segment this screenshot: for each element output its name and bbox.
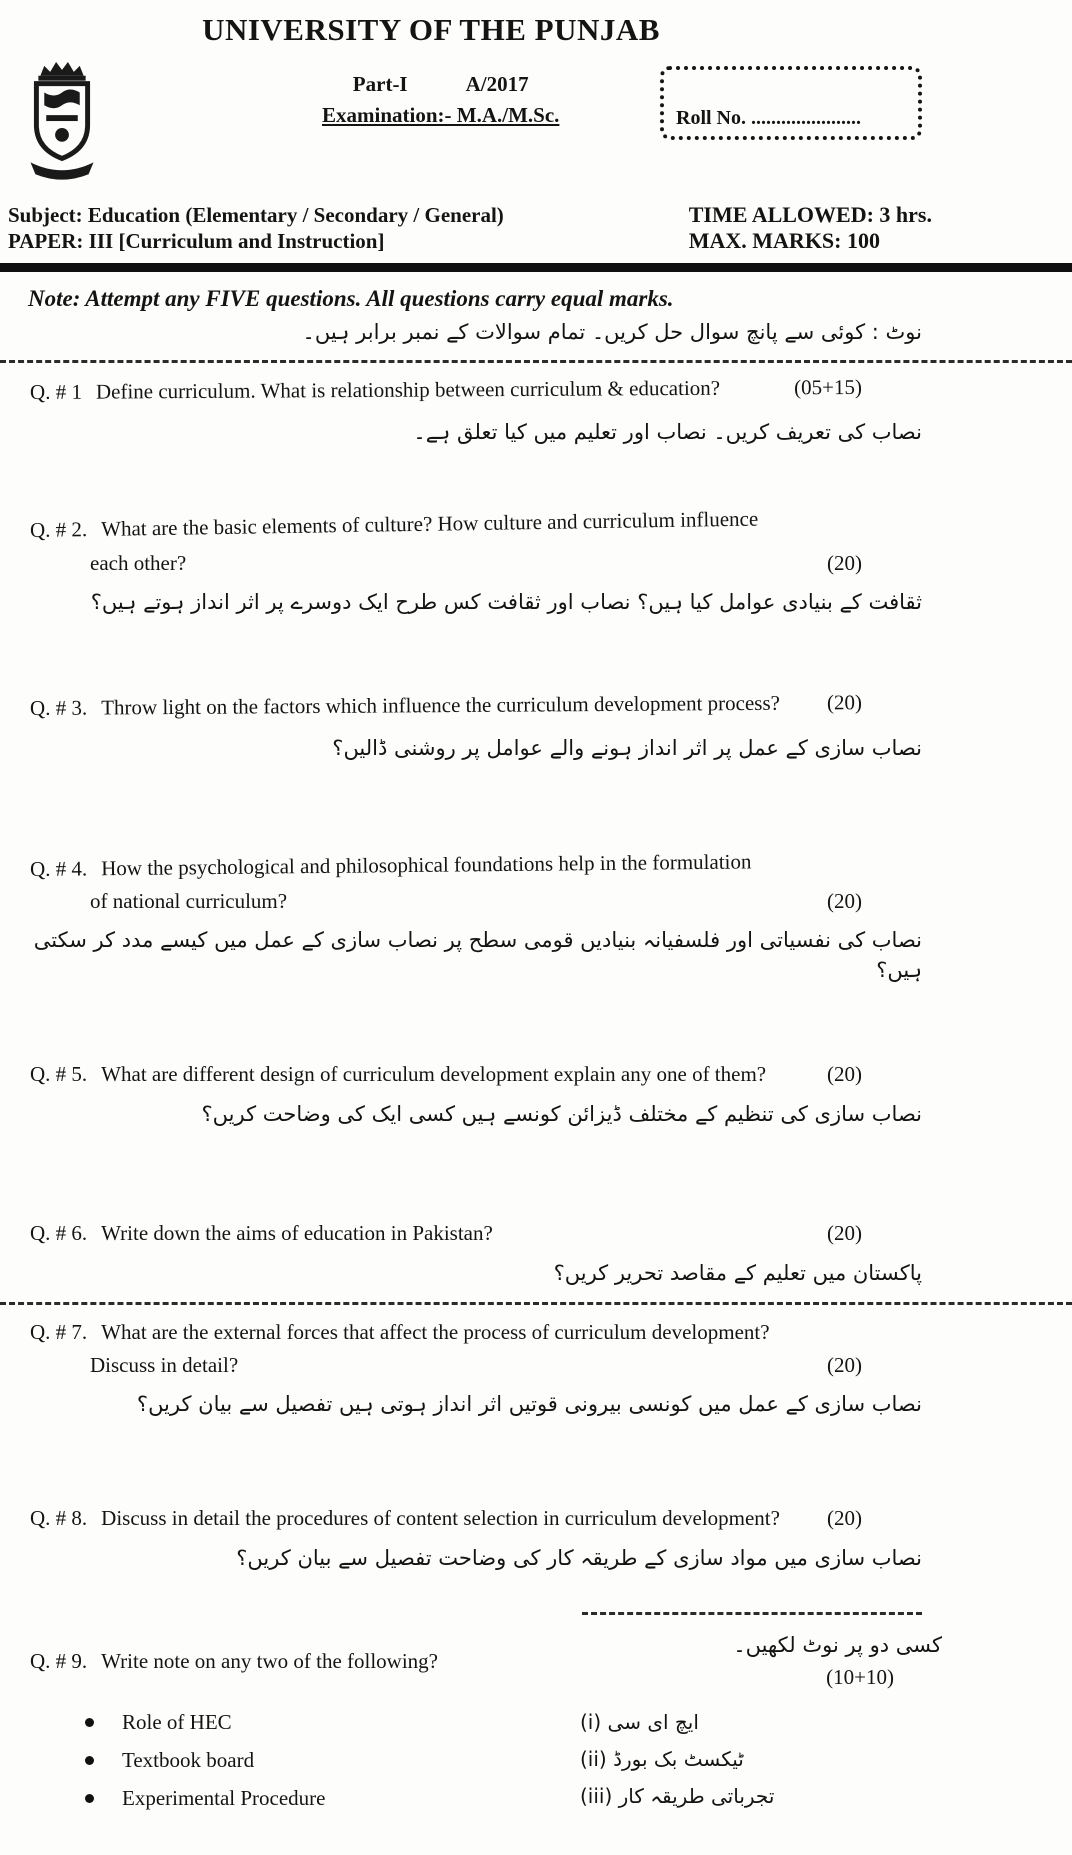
question-7 xyxy=(0,1319,1072,1419)
question-urdu: کسی دو پر نوٹ لکھیں۔ xyxy=(733,1632,942,1657)
list-item-label: Textbook board xyxy=(122,1747,255,1772)
list-item-label: Experimental Procedure xyxy=(122,1785,326,1810)
question-text: What are the basic elements of culture? How culture and curriculum influence xyxy=(100,507,759,542)
bullet-list xyxy=(30,1710,460,1824)
note-english: Note: Attempt any FIVE questions. All questions carry equal marks. xyxy=(28,285,674,311)
examination-label: Examination:- M.A./M.Sc. xyxy=(322,103,560,127)
question-urdu: نصاب کی نفسیاتی اور فلسفیانہ بنیادیں قومی سطح پر نصاب سازی کے عمل میں کیسے مدد کر سکتی ہیں؟ xyxy=(33,928,922,982)
roll-no-label: Roll No. ...................... xyxy=(676,107,861,129)
question-marks: (20) xyxy=(827,1352,862,1377)
divider-dashed-top xyxy=(0,360,1072,363)
question-9 xyxy=(0,1633,1072,1824)
question-number: Q. # 9. xyxy=(30,1648,88,1673)
list-item xyxy=(30,1710,460,1735)
question-urdu: نصاب سازی میں مواد سازی کے طریقہ کار کی وضاحت تفصیل سے بیان کریں؟ xyxy=(236,1546,922,1571)
urdu-list-item: (ii) ٹیکسٹ بک بورڈ xyxy=(580,1746,744,1771)
question-text: How the psychological and philosophical foundations help in the formulation xyxy=(101,849,752,881)
header-divider xyxy=(0,263,1072,272)
question-2 xyxy=(0,507,1072,617)
question-urdu: نصاب کی تعریف کریں۔ نصاب اور تعلیم میں کیا تعلق ہے۔ xyxy=(413,420,922,445)
exam-header-block xyxy=(322,60,559,128)
urdu-list xyxy=(460,1710,1072,1824)
bullet-icon xyxy=(85,1794,94,1803)
session-label: A/2017 xyxy=(465,72,529,96)
question-8 xyxy=(0,1505,1072,1574)
max-marks-label: MAX. MARKS: 100 xyxy=(688,228,880,254)
question-urdu: ثقافت کے بنیادی عوامل کیا ہیں؟ نصاب اور ثقافت کس طرح ایک دوسرے پر اثر انداز ہوتے ہیں؟ xyxy=(90,589,922,614)
question-4 xyxy=(0,849,1072,985)
question-marks: (10+10) xyxy=(826,1664,894,1689)
urdu-list-item: (i) ایچ ای سی xyxy=(580,1709,699,1734)
meta-row xyxy=(0,188,1072,255)
list-item xyxy=(30,1748,460,1773)
list-item-label: Role of HEC xyxy=(122,1709,232,1734)
question-1 xyxy=(0,374,1072,448)
question-6 xyxy=(0,1220,1072,1289)
question-3 xyxy=(0,690,1072,764)
question-urdu: نصاب سازی کی تنظیم کے مختلف ڈیزائن کونسے ہیں کسی ایک کی وضاحت کریں؟ xyxy=(201,1102,922,1127)
divider-dashed-middle xyxy=(0,1302,1072,1305)
question-marks: (20) xyxy=(827,550,862,575)
question-number: Q. # 7. xyxy=(30,1320,88,1345)
question-marks: (20) xyxy=(827,889,862,914)
question-text: What are the external forces that affect the process of curriculum development? xyxy=(101,1320,770,1345)
paper-line: PAPER: III [Curriculum and Instruction] xyxy=(8,229,385,254)
question-marks: (20) xyxy=(827,1505,862,1530)
question-text-continued: each other? xyxy=(90,550,187,575)
question-urdu: پاکستان میں تعلیم کے مقاصد تحریر کریں؟ xyxy=(553,1260,922,1285)
question-marks: (20) xyxy=(827,1220,862,1245)
part-label: Part-I xyxy=(352,72,408,96)
list-item xyxy=(30,1786,460,1811)
question-marks: (20) xyxy=(827,1061,862,1086)
university-logo-icon xyxy=(22,60,102,188)
question-number: Q. # 2. xyxy=(29,517,88,543)
question-5 xyxy=(0,1061,1072,1130)
question-number: Q. # 6. xyxy=(30,1220,88,1245)
note-urdu: نوٹ : کوئی سے پانچ سوال حل کریں۔ تمام سوالات کے نمبر برابر ہیں۔ xyxy=(302,319,922,344)
roll-no-box xyxy=(660,66,922,140)
university-title: UNIVERSITY OF THE PUNJAB xyxy=(202,12,660,47)
question-text: Discuss in detail the procedures of content selection in curriculum development? xyxy=(101,1505,780,1530)
bullet-icon xyxy=(85,1718,94,1727)
question-text-continued: Discuss in detail? xyxy=(90,1352,239,1377)
question-text: Write down the aims of education in Pakistan? xyxy=(101,1220,493,1245)
question-urdu: نصاب سازی کے عمل میں کونسی بیرونی قوتیں اثر انداز ہوتی ہیں تفصیل سے بیان کریں؟ xyxy=(136,1391,922,1416)
bullet-icon xyxy=(85,1756,94,1765)
divider-dashed-partial xyxy=(582,1612,922,1615)
question-number: Q. # 3. xyxy=(29,695,88,721)
question-text: What are different design of curriculum development explain any one of them? xyxy=(101,1061,767,1086)
question-number: Q. # 5. xyxy=(30,1061,88,1086)
time-allowed-label: TIME ALLOWED: 3 hrs. xyxy=(688,202,932,227)
header-row xyxy=(0,54,1072,188)
question-text: Throw light on the factors which influence the curriculum development process? xyxy=(101,690,781,720)
question-urdu: نصاب سازی کے عمل پر اثر انداز ہونے والے عوامل پر روشنی ڈالیں؟ xyxy=(332,736,922,761)
question-text: Define curriculum. What is relationship between curriculum & education? xyxy=(95,375,721,404)
question-number: Q. # 4. xyxy=(29,856,88,881)
urdu-list-item: (iii) تجرباتی طریقہ کار xyxy=(580,1783,775,1808)
question-number: Q. # 1 xyxy=(29,379,82,404)
question-number: Q. # 8. xyxy=(30,1505,88,1530)
question-text-continued: of national curriculum? xyxy=(90,889,288,914)
subject-line: Subject: Education (Elementary / Secondary / General) xyxy=(8,203,504,227)
question-marks: (20) xyxy=(826,690,863,715)
question-marks: (05+15) xyxy=(794,374,863,400)
question-text: Write note on any two of the following? xyxy=(101,1648,438,1673)
